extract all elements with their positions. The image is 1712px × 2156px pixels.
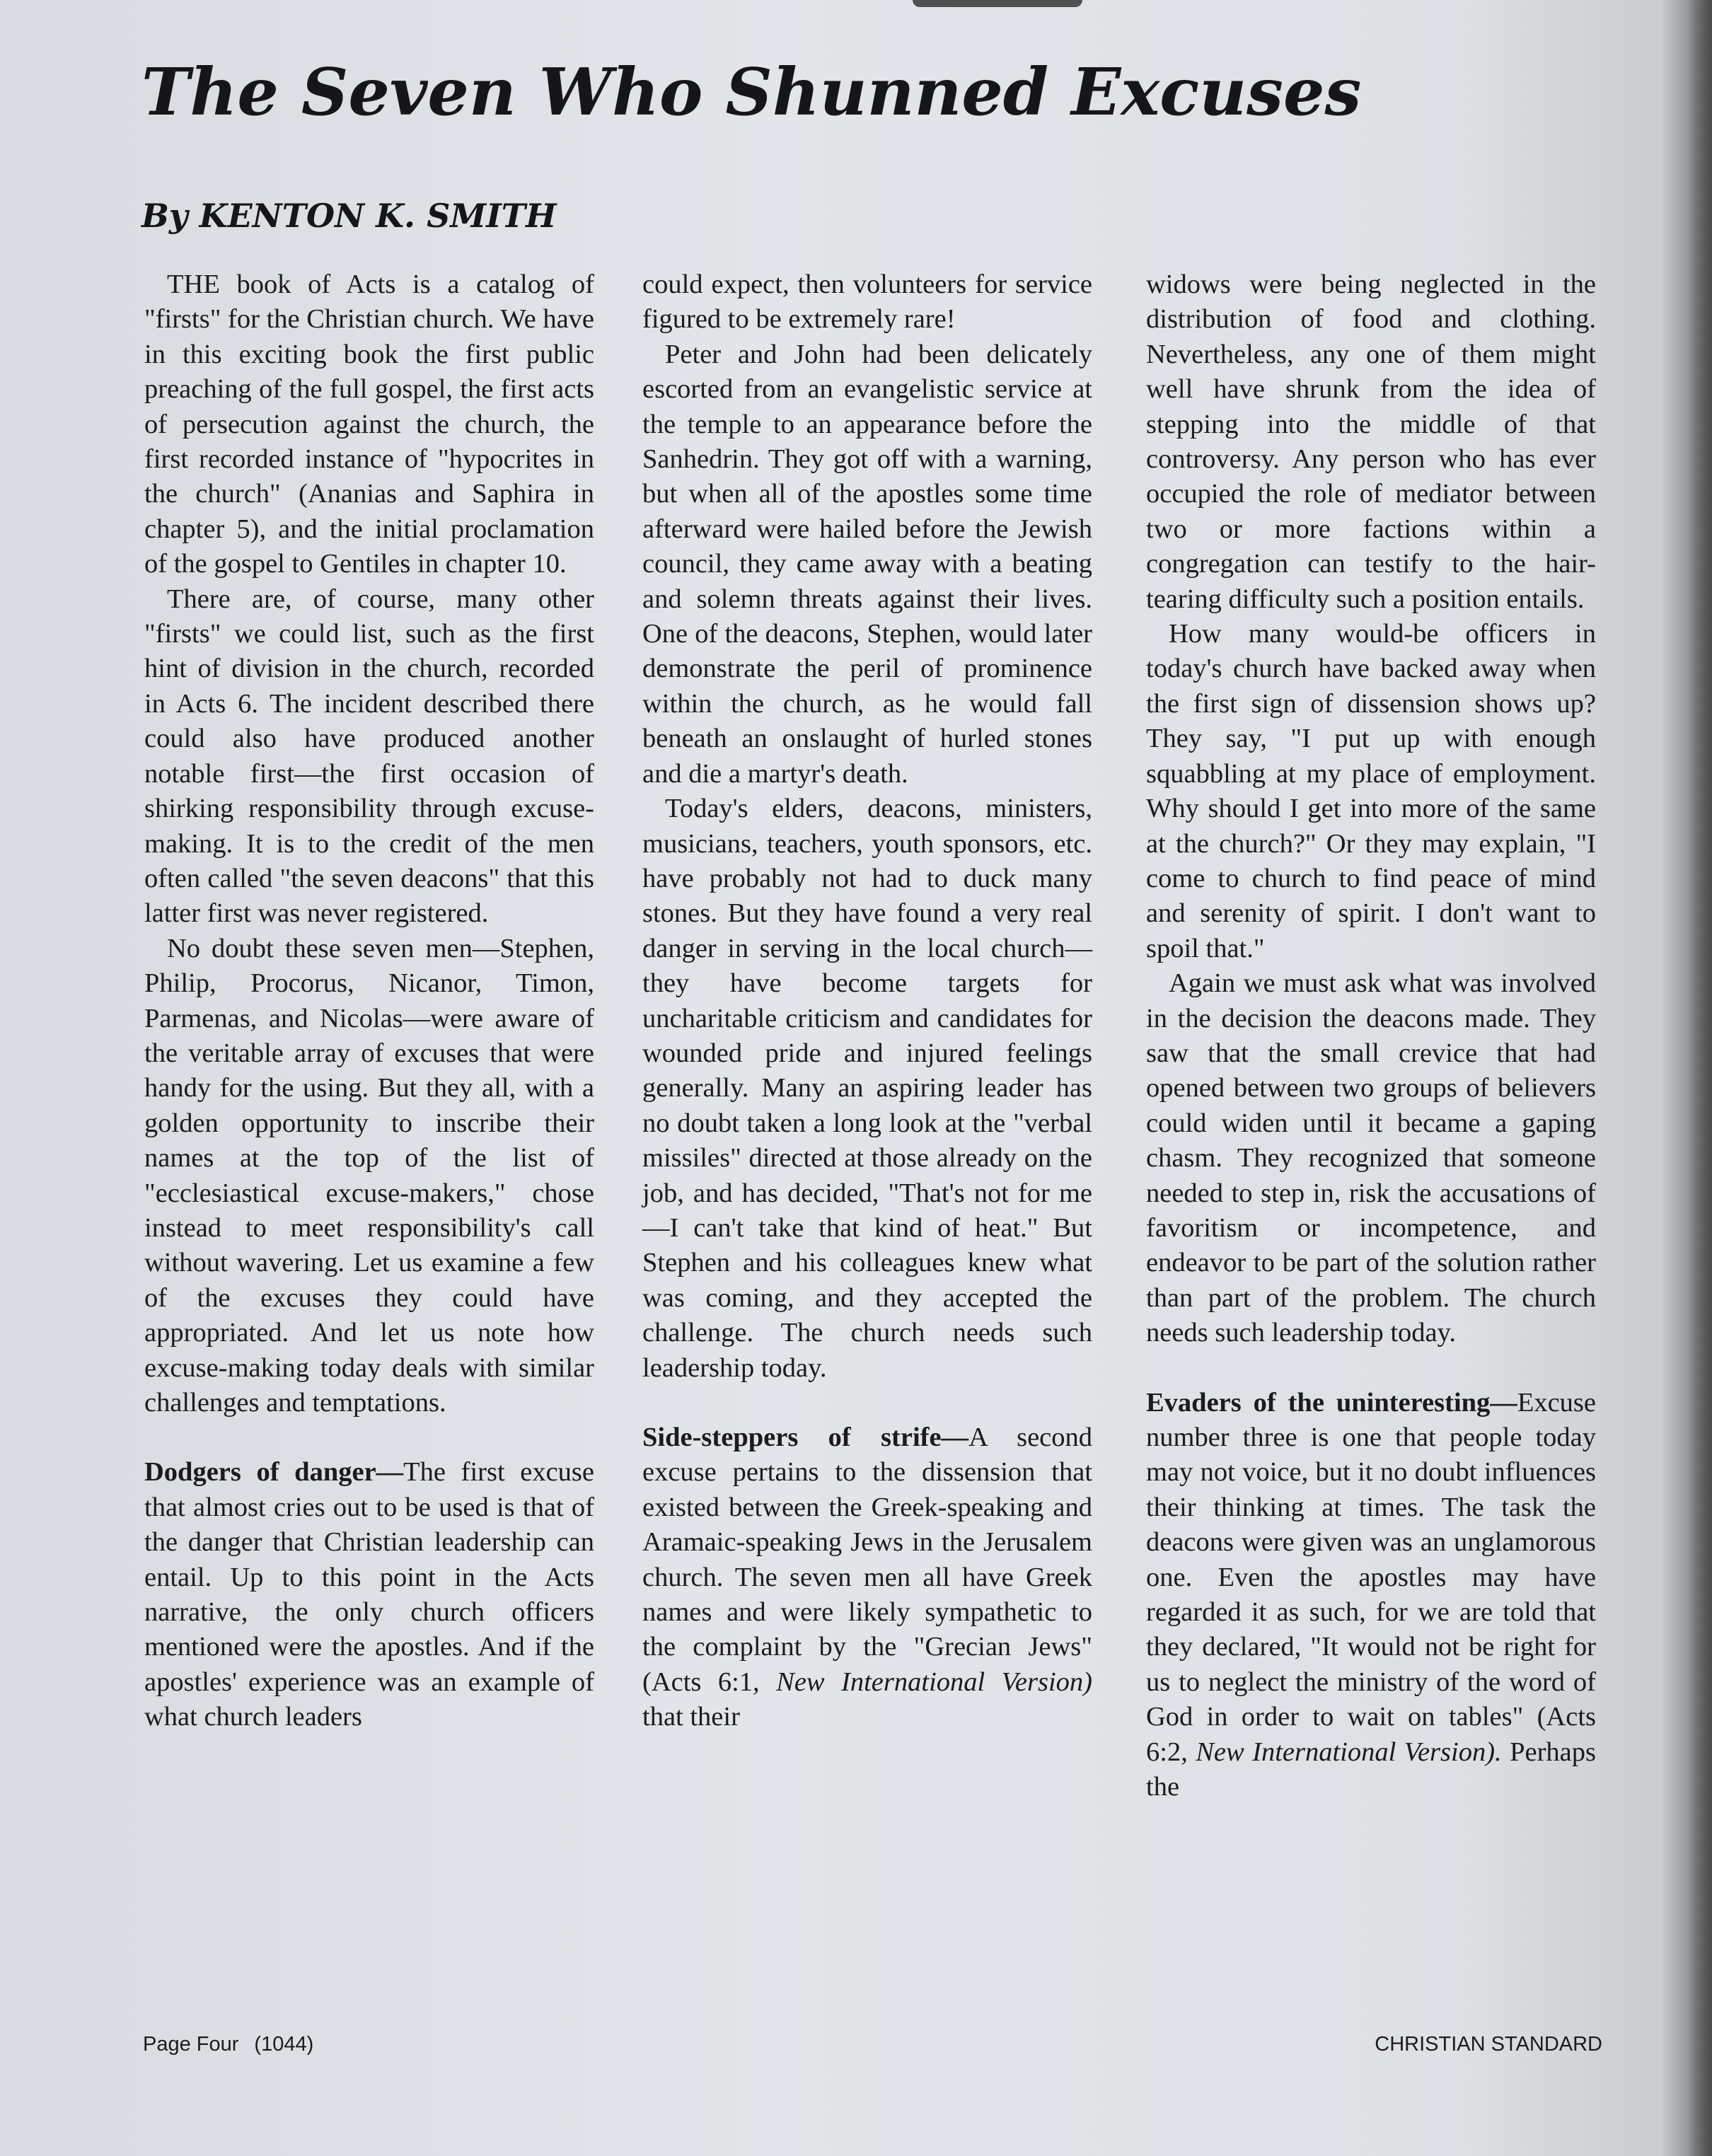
paragraph-text: that their — [642, 1702, 740, 1732]
page-footer-left — [143, 2030, 313, 2058]
paragraph: There are, of course, many other "firsts" we could list, such as the first hint of division in the church, recorded in Acts 6. The incident described there could also have produced another notable first—the first occasion of shirking responsibility through excuse-making. It is to the credit of the men often called "the seven deacons" that this latter first was never registered. — [144, 584, 594, 929]
paragraph: could expect, then volunteers for service figured to be extremely rare! — [642, 270, 1092, 335]
top-edge-shadow — [913, 0, 1082, 7]
section-paragraph — [144, 1455, 594, 1734]
page-folio: (1044) — [254, 2033, 314, 2056]
citation-italic: New International Version). — [1196, 1737, 1502, 1767]
section-paragraph — [1146, 1386, 1596, 1805]
subheading-side-steppers-of-strife: Side-steppers of strife— — [642, 1422, 969, 1452]
paragraph: Peter and John had been delicately escorted from an evangelistic service at the temple to an appearance before the Sanhedrin. They got off with a warning, but when all of the apostles some time afterward were hailed before the Jewish council, they came away with a beating and solemn threats against their lives. One of the deacons, Stephen, would later demonstrate the peril of prominence within the church, as he would fall beneath an onslaught of hurled stones and die a martyr's death. — [642, 339, 1092, 789]
section-paragraph — [642, 1420, 1092, 1735]
citation-italic: New International Version) — [776, 1667, 1092, 1697]
page-label: Page Four — [143, 2033, 239, 2056]
paragraph: No doubt these seven men—Stephen, Philip, Procorus, Nicanor, Timon, Parmenas, and Nicolas—were aware of the veritable array of excuses that were handy for the using. But they all, with a golden opportunity to inscribe their names at the top of the list of "ecclesiastical excuse-makers," chose instead to meet responsibility's call without wavering. Let us examine a few of the excuses they could have appropriated. And let us note how excuse-making today deals with similar challenges and temptations. — [144, 933, 594, 1418]
column-2 — [642, 267, 1092, 1735]
section-gap — [144, 1420, 594, 1455]
section-gap — [642, 1386, 1092, 1420]
paragraph: Today's elders, deacons, ministers, musicians, teachers, youth sponsors, etc. have probably not had to duck many stones. But they have found a very real danger in serving in the local church—they have become targets for uncharitable criticism and candidates for wounded pride and injured feelings generally. Many an aspiring leader has no doubt taken a long look at the "verbal missiles" directed at those already on the job, and has decided, "That's not for me—I can't take that kind of heat." But Stephen and his colleagues knew what was coming, and they accepted the challenge. The church needs such leadership today. — [642, 794, 1092, 1383]
paragraph: widows were being neglected in the distribution of food and clothing. Nevertheless, any one of them might well have shrunk from the idea of stepping into the middle of that controversy. Any person who has ever occupied the role of mediator between two or more factions within a congregation can testify to the hair-tearing difficulty such a position entails. — [1146, 270, 1596, 614]
publication-name: CHRISTIAN STANDARD — [1375, 2033, 1602, 2056]
paragraph: THE book of Acts is a catalog of "firsts" for the Christian church. We have in this exciting book the first public preaching of the full gospel, the first acts of persecution against the church, the first recorded instance of "hypocrites in the church" (Ananias and Saphira in chapter 5), and the initial proclamation of the gospel to Gentiles in chapter 10. — [144, 270, 594, 579]
article-title: The Seven Who Shunned Excuses — [141, 54, 1362, 130]
subheading-evaders-of-the-uninteresting: Evaders of the uninteresting— — [1146, 1387, 1517, 1418]
column-3 — [1146, 267, 1596, 1804]
paragraph-text: The first excuse that almost cries out to be used is that of the danger that Christian leadership can entail. Up to this point in the Acts narrative, the only church officers mentioned were the apostles. And if the apostles' experience was an example of what church leaders — [144, 1457, 594, 1732]
paragraph: Again we must ask what was involved in the decision the deacons made. They saw that the small crevice that had opened between two groups of believers could widen until it became a gaping chasm. They recognized that someone needed to step in, risk the accusations of favoritism or incompetence, and endeavor to be part of the solution rather than part of the problem. The church needs such leadership today. — [1146, 968, 1596, 1348]
column-1 — [144, 267, 594, 1735]
paragraph-text: Perhaps the — [1146, 1737, 1596, 1802]
paragraph-text: Excuse number three is one that people today may not voice, but it no doubt influences their thinking at times. The task the deacons were given was an unglamorous one. Even the apostles may have regarded it as such, for we are told that they declared, "It would not be right for us to neglect the ministry of the word of God in order to wait on tables" (Acts 6:2, — [1146, 1387, 1596, 1767]
subheading-dodgers-of-danger: Dodgers of danger— — [144, 1457, 404, 1488]
article-byline: By KENTON K. SMITH — [141, 197, 557, 235]
page-edge-shadow — [1688, 0, 1712, 2156]
paragraph-text: A second excuse pertains to the dissension that existed between the Greek-speaking and Aramaic-speaking Jews in the Jerusalem church. The seven men all have Greek names and were likely sympathetic to the complaint by the "Grecian Jews" (Acts 6:1, — [642, 1422, 1092, 1697]
section-gap — [1146, 1351, 1596, 1386]
paragraph: How many would-be officers in today's church have backed away when the first sign of dissension shows up? They say, "I put up with enough squabbling at my place of employment. Why should I get into more of the same at the church?" Or they may explain, "I come to church to find peace of mind and serenity of spirit. I don't want to spoil that." — [1146, 619, 1596, 963]
